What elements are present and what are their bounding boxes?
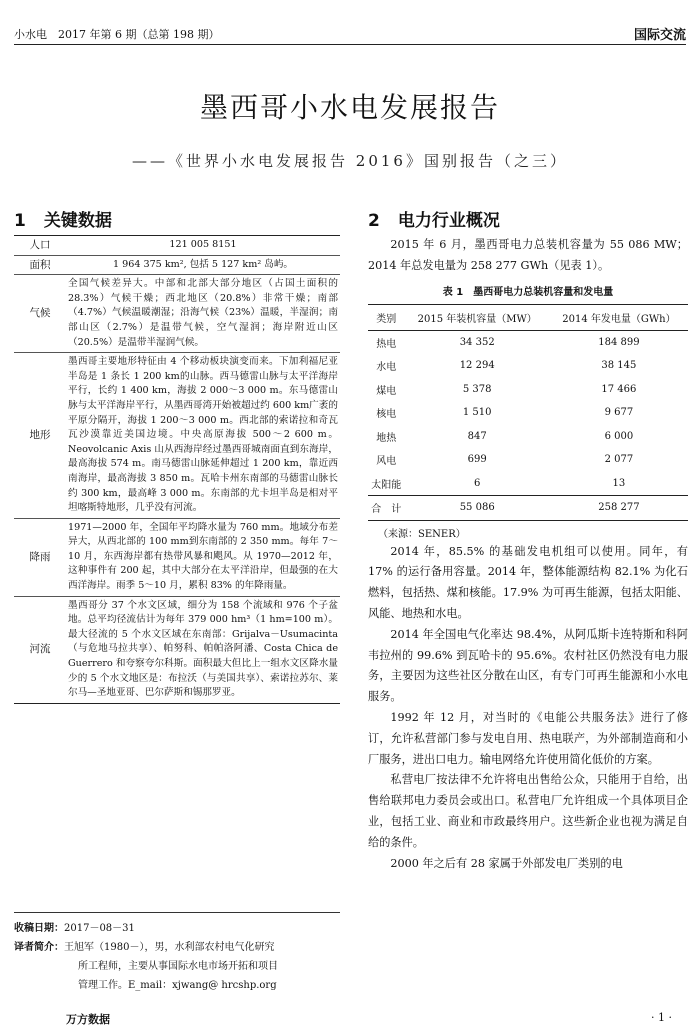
table-row — [14, 275, 340, 353]
paragraph: 1992 年 12 月，对当时的《电能公共服务法》进行了修订，允许私营部门参与发电自用、热电联产，为外部制造商和小厂服务，进出口电力。输电网络允许使用简化低价的方案。 — [368, 710, 688, 766]
article-subtitle: ——《世界小水电发展报告 2016》国别报告（之三） — [132, 152, 568, 170]
table-header-row — [368, 304, 688, 330]
paragraph: 2014 年全国电气化率达 98.4%，从阿瓜斯卡连特斯和科阿韦拉州的 99.6% 到瓦哈卡的 95.6%。农村社区仍然没有电力服务，主要因为这些社区分散在山区，有专门可再生能源和小水电服务。 — [368, 627, 688, 704]
table-caption: 表 1 墨西哥电力总装机容量和发电量 — [442, 286, 614, 298]
section-tag: 国际交流 — [633, 28, 686, 43]
table-row — [14, 255, 340, 275]
left-column — [14, 206, 340, 704]
column-header: 类别 — [368, 304, 405, 330]
row-label: 气候 — [14, 275, 66, 353]
column-header: 2014 年发电量（GWh） — [550, 304, 688, 330]
table-row: 热电 34 352 184 899 — [376, 336, 640, 350]
row-value: 全国气候差异大。中部和北部大部分地区（占国土面积的 28.3%）气候干燥；西北地区（20.8%）非常干燥；南部（4.7%）气候温暖潮湿；沿海气候（23%）温暖，半湿润；南部山区（2.7%）是温带气候，空气湿润；海岸附近山区（20.5%）是温带半湿润气候。 — [66, 275, 340, 353]
row-label: 地形 — [14, 353, 66, 519]
paragraph: 私营电厂按法律不允许将电出售给公众，只能用于自给，出售给联邦电力委员会或出口。私营电厂允许组成一个具体项目企业，包括工业、商业和市政最终用户。这些新企业也视为满足自给的条件。 — [368, 773, 688, 849]
section2-heading: 2 电力行业概况 — [368, 211, 500, 231]
translator-bio-line: 所工程师，主要从事国际水电市场开拓和项目 — [78, 961, 278, 972]
footnotes — [14, 912, 340, 995]
translator-bio: 译者简介：王旭军（1980－），男，水利部农村电气化研究 — [14, 942, 275, 953]
row-value: 121 005 8151 — [66, 236, 340, 256]
table-row: 太阳能 6 13 — [371, 477, 626, 491]
row-label: 面积 — [14, 255, 66, 275]
table-source: （来源：SENER） — [378, 528, 466, 540]
table-row — [14, 236, 340, 256]
table-total-row: 合 计 55 086 258 277 — [368, 496, 688, 521]
table-row — [14, 518, 340, 596]
right-column — [368, 206, 688, 874]
journal-issue: 小水电 2017 年第 6 期（总第 198 期） — [14, 28, 220, 41]
row-value: 墨西哥主要地形特征由 4 个移动板块演变而来。下加利福尼亚半岛是 1 条长 1 200 km的山脉。西马德雷山脉与太平洋海岸平行，长约 1 400 km，海拔 2 000～3 000 m。东马德雷山脉与太平洋海岸平行，从墨西哥湾开始被超过约 600 km广袤的平原分隔开，海拔 1 200～3 000 m。西北部的索诺拉和奇瓦瓦沙漠靠近美国边境。中央高原海拔 500～2 600 m。Neovolcanic Axis 山从西海岸经过墨西哥城南面直到东海岸，最高海拔 574 m。南马德雷山脉延伸超过 1 200 km，靠近西南海岸，最高海拔 3 850 m。瓦哈卡州东南部的马德雷山脉长约 300 km，最高峰 3 000 m。东南部的尤卡坦半岛是相对平坦喀斯特地形，几乎没有河流。 — [66, 353, 340, 519]
capacity-table — [368, 304, 688, 521]
row-label: 降雨 — [14, 518, 66, 596]
translator-bio-line: 管理工作。E_mail：xjwang@ hrcshp.org — [78, 980, 277, 991]
table-row: 风电 699 2 077 — [376, 454, 634, 468]
row-label: 人口 — [14, 236, 66, 256]
table-row — [14, 596, 340, 703]
table-row — [14, 353, 340, 519]
paragraph: 2000 年之后有 28 家属于外部发电厂类别的电 — [390, 856, 623, 870]
paragraph: 2014 年，85.5% 的基础发电机组可以使用。同年，有 17% 的运行备用容量。2014 年，整体能源结构 82.1% 为化石燃料，包括热、煤和核能。17.9% 为可再生能源，包括太阳能、风能、地热和水电。 — [368, 544, 688, 620]
received-date: 收稿日期：2017－08－31 — [14, 923, 135, 934]
wanfang-watermark: 万方数据 — [66, 1013, 110, 1026]
article-title: 墨西哥小水电发展报告 — [199, 91, 500, 124]
row-value: 1971—2000 年，全国年平均降水量为 760 mm。地域分布差异大，从西北部的 100 mm到东南部的 2 350 mm。每年 7～10 月，东西海岸都有热带风暴和飓风。从 1970—2012 年，这种事件有 200 起，其中大部分在太平洋沿岸，但最强的在大西洋海岸。雨季 5～10 月，累积 83% 的年降雨量。 — [66, 518, 340, 596]
paragraph: 2015 年 6 月，墨西哥电力总装机容量为 55 086 MW；2014 年总发电量为 258 277 GWh（见表 1）。 — [368, 238, 688, 272]
column-header: 2015 年装机容量（MW） — [405, 304, 550, 330]
key-data-table — [14, 235, 340, 704]
row-value: 墨西哥分 37 个水文区域，细分为 158 个流域和 976 个子盆地。总平均径流估计为每年 379 000 hm³（1 hm=100 m）。最大径流的 5 个水文区域在东南部：Grijalva－Usumacinta（与危地马拉共享）、帕努科、帕帕洛阿潘、Costa Chica de Guerrero 和夸察夸尔科斯。面积最大但比上一组水文区降水量少的 5 个水文地区是：布拉沃（与美国共享）、索诺拉苏尔、莱尔马—圣地亚哥、巴尔萨斯和锡那罗亚。 — [66, 596, 340, 703]
table-row: 煤电 5 378 17 466 — [376, 383, 637, 397]
page-number: · 1 · — [651, 1011, 672, 1024]
row-value: 1 964 375 km², 包括 5 127 km² 岛屿。 — [66, 255, 340, 275]
table-row: 地热 847 6 000 — [376, 430, 634, 444]
table-row: 水电 12 294 38 145 — [376, 360, 637, 374]
row-label: 河流 — [14, 596, 66, 703]
table-row: 核电 1 510 9 677 — [376, 407, 634, 421]
running-header — [14, 26, 686, 45]
section1-heading: 1 关键数据 — [14, 211, 112, 231]
